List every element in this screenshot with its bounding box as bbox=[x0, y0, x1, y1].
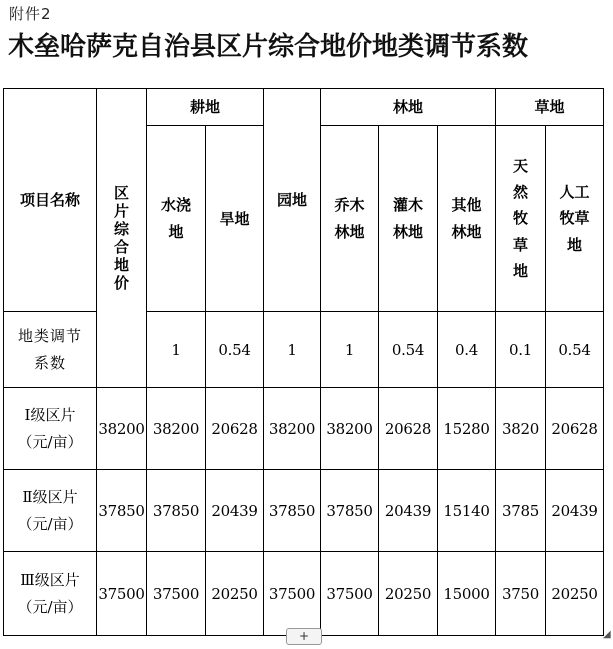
value-cell: 3785 bbox=[496, 470, 546, 552]
value-cell: 3820 bbox=[496, 388, 546, 470]
value-cell: 20250 bbox=[206, 552, 264, 636]
coef-garden: 1 bbox=[264, 312, 321, 388]
coef-arbor: 1 bbox=[321, 312, 379, 388]
resize-handle-icon[interactable]: ◢ bbox=[603, 629, 611, 640]
header-item-name: 项目名称 bbox=[4, 89, 97, 312]
row-label-text: Ⅱ级区片（元/亩） bbox=[17, 488, 83, 533]
coef-irrigated: 1 bbox=[147, 312, 206, 388]
row-label bbox=[4, 470, 97, 552]
zone-price-cell: 38200 bbox=[97, 388, 147, 470]
header-dry: 旱地 bbox=[206, 126, 264, 312]
coef-artificial-grass: 0.54 bbox=[546, 312, 604, 388]
value-cell: 20439 bbox=[546, 470, 604, 552]
value-cell: 37500 bbox=[147, 552, 206, 636]
value-cell: 20628 bbox=[546, 388, 604, 470]
header-grass: 草地 bbox=[496, 89, 604, 126]
value-cell: 20628 bbox=[206, 388, 264, 470]
value-cell: 20439 bbox=[206, 470, 264, 552]
header-shrub-text: 灌木林地 bbox=[392, 196, 423, 241]
row-label bbox=[4, 552, 97, 636]
header-natural-grass-text: 天然牧草地 bbox=[512, 156, 528, 280]
table-row bbox=[4, 552, 604, 636]
attachment-label: 附件2 bbox=[9, 5, 52, 23]
header-other-forest bbox=[438, 126, 496, 312]
header-irrigated bbox=[147, 126, 206, 312]
header-zone-price bbox=[97, 89, 147, 388]
value-cell: 15280 bbox=[438, 388, 496, 470]
header-garden: 园地 bbox=[264, 89, 321, 312]
table-row bbox=[4, 388, 604, 470]
header-zone-price-text: 区片综合地价 bbox=[113, 184, 129, 292]
header-shrub bbox=[379, 126, 438, 312]
coef-natural-grass: 0.1 bbox=[496, 312, 546, 388]
zone-price-cell: 37500 bbox=[97, 552, 147, 636]
header-other-forest-text: 其他林地 bbox=[451, 196, 482, 241]
value-cell: 38200 bbox=[147, 388, 206, 470]
value-cell: 37500 bbox=[264, 552, 321, 636]
coef-shrub: 0.54 bbox=[379, 312, 438, 388]
value-cell: 15140 bbox=[438, 470, 496, 552]
header-arbor bbox=[321, 126, 379, 312]
coefficient-table bbox=[3, 88, 604, 636]
value-cell: 38200 bbox=[264, 388, 321, 470]
header-natural-grass bbox=[496, 126, 546, 312]
header-forest: 林地 bbox=[321, 89, 496, 126]
value-cell: 37850 bbox=[147, 470, 206, 552]
row-label-text: Ⅰ级区片（元/亩） bbox=[17, 406, 83, 451]
header-cultivated: 耕地 bbox=[147, 89, 264, 126]
coefficient-row-label-text: 地类调节系数 bbox=[17, 327, 82, 372]
table-row bbox=[4, 470, 604, 552]
coefficient-row-label bbox=[4, 312, 97, 388]
value-cell: 37850 bbox=[264, 470, 321, 552]
coef-other-forest: 0.4 bbox=[438, 312, 496, 388]
value-cell: 20439 bbox=[379, 470, 438, 552]
value-cell: 3750 bbox=[496, 552, 546, 636]
coef-dry: 0.54 bbox=[206, 312, 264, 388]
header-arbor-text: 乔木林地 bbox=[334, 196, 365, 241]
value-cell: 37850 bbox=[321, 470, 379, 552]
document-title: 木垒哈萨克自治县区片综合地价地类调节系数 bbox=[8, 32, 529, 62]
row-label bbox=[4, 388, 97, 470]
header-artificial-grass-text: 人工牧草地 bbox=[559, 183, 590, 254]
value-cell: 15000 bbox=[438, 552, 496, 636]
header-irrigated-text: 水浇地 bbox=[160, 196, 191, 241]
row-label-text: Ⅲ级区片（元/亩） bbox=[17, 571, 83, 616]
value-cell: 20250 bbox=[546, 552, 604, 636]
value-cell: 20250 bbox=[379, 552, 438, 636]
value-cell: 38200 bbox=[321, 388, 379, 470]
zone-price-cell: 37850 bbox=[97, 470, 147, 552]
header-artificial-grass bbox=[546, 126, 604, 312]
value-cell: 37500 bbox=[321, 552, 379, 636]
value-cell: 20628 bbox=[379, 388, 438, 470]
add-row-button[interactable]: + bbox=[286, 628, 322, 645]
